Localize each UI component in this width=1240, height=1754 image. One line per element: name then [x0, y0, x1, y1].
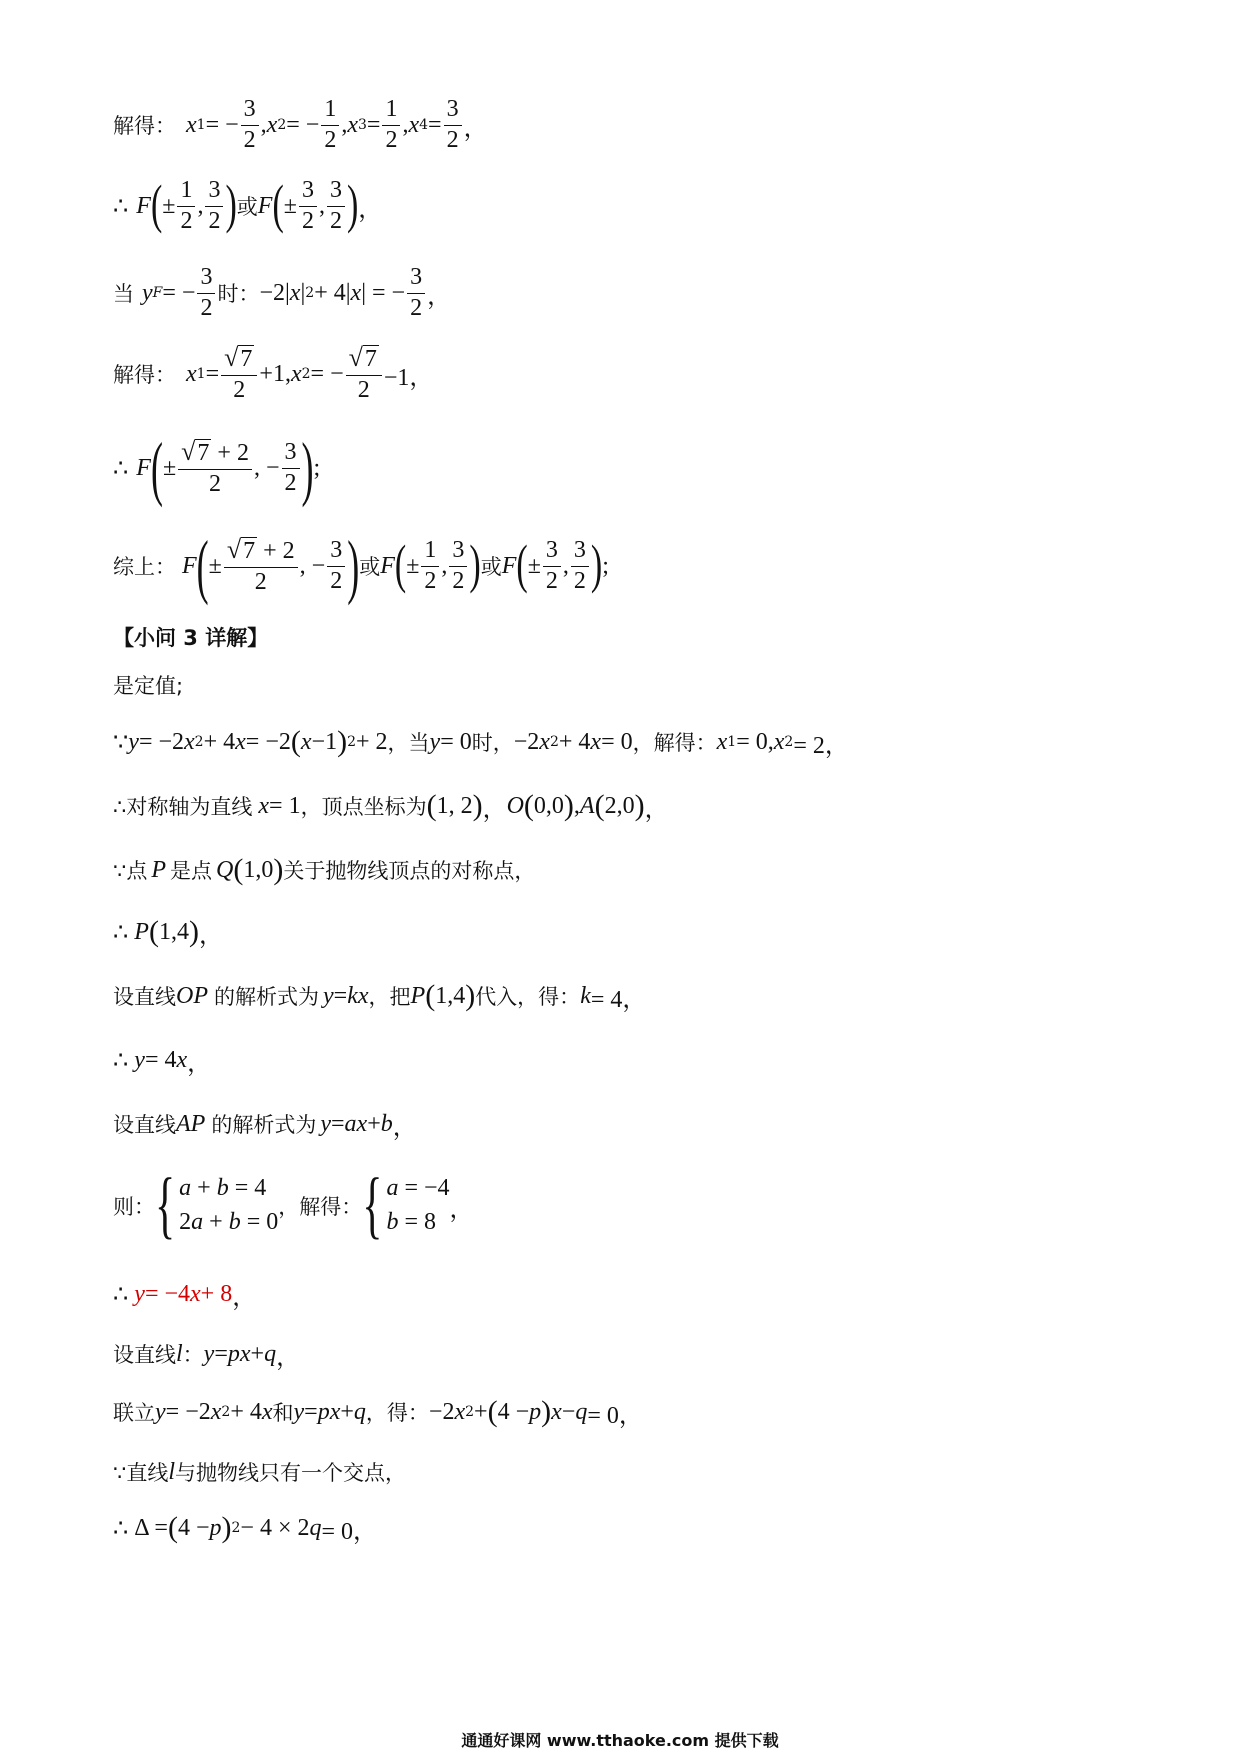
line-result-red: ∴ y = −4 x + 8 ，	[113, 1280, 257, 1311]
line-solution-x-values: 解得： x 1 = − $\frac{3}{2}$ , x 2 = − $\frac{1}{2}$ , x 3 = $\frac{1}{2}$ , x 4 = $\frac{3}{2}$ ，	[113, 96, 488, 153]
section-heading: 【小问 3 详解】	[113, 626, 269, 650]
line-system: 则： { a + b = 4 2a + b = 0 ，解得： { a = −4 b = 8 ，	[113, 1164, 474, 1248]
line-axis-vertex: ∴对称轴为直线 x = 1 ，顶点坐标为 ( 1, 2 ) ， O ( 0,0 ) , A ( 2,0 ) ，	[113, 789, 669, 823]
line-OP: 设直线 OP 的解析式为 y = kx ，把 P ( 1,4 ) 代入，得： k = 4，	[113, 979, 647, 1013]
line-F-points-2: ∴ F ( ± √ 7 + 2 2 , − $\frac{3}{2}$ ) ;	[113, 428, 321, 508]
line-l: 设直线 l ： y = px + q ，	[113, 1340, 301, 1371]
line-P-coord: ∴ P ( 1,4 ) ，	[113, 915, 223, 949]
line-is-constant: 是定值;	[113, 674, 184, 698]
line-combine: 联立 y = −2 x 2 + 4 x 和 y = px + q ，得： −2 x 2 + ( 4 − p ) x − q = 0，	[113, 1395, 643, 1429]
line-AP: 设直线 AP 的解析式为 y = ax + b ，	[113, 1110, 417, 1141]
footer-source: 通通好课网 www.tthaoke.com 提供下载	[461, 1731, 779, 1750]
line-summary: 综上： F ( ± √ 7 + 2 2 , − $\frac{3}{2}$ ) 或 F ( ± $\frac{1}{2}$ , $\frac{3}{2}$ ) 或 F ( ± $\frac{3}{2}$ , $\frac{3}{2}$ ) ;	[113, 526, 609, 606]
solve-label: 解得：	[113, 114, 176, 138]
line-discriminant: ∴ Δ = ( 4 − p ) 2 − 4 × 2 q = 0，	[113, 1511, 378, 1545]
line-when-yF: 当 y F = − $\frac{3}{2}$ 时： −2| x | 2 + 4| x | = − $\frac{3}{2}$ ，	[113, 264, 452, 321]
line-solution-sqrt7: 解得： x 1 = √ 7 2 +1, x 2 = − √ 7 2 −1，	[113, 343, 434, 403]
line-one-intersection: ∵直线 l 与抛物线只有一个交点，	[113, 1458, 407, 1485]
line-point-P: ∵点 P 是点 Q ( 1,0 ) 关于抛物线顶点的对称点，	[113, 853, 536, 886]
line-F-points-1: ∴ F ( ± $\frac{1}{2}$ , $\frac{3}{2}$ ) 或 F ( ± $\frac{3}{2}$ , $\frac{3}{2}$ ) ，	[113, 175, 383, 235]
line-y-4x: ∴ y = 4 x ，	[113, 1046, 212, 1077]
line-parabola: ∵ y = −2 x 2 + 4 x = −2 ( x −1 ) 2 + 2 ，当 y = 0 时， −2 x 2 + 4 x = 0 ，解得： x 1 = 0, x 2 = 2，	[113, 725, 849, 759]
